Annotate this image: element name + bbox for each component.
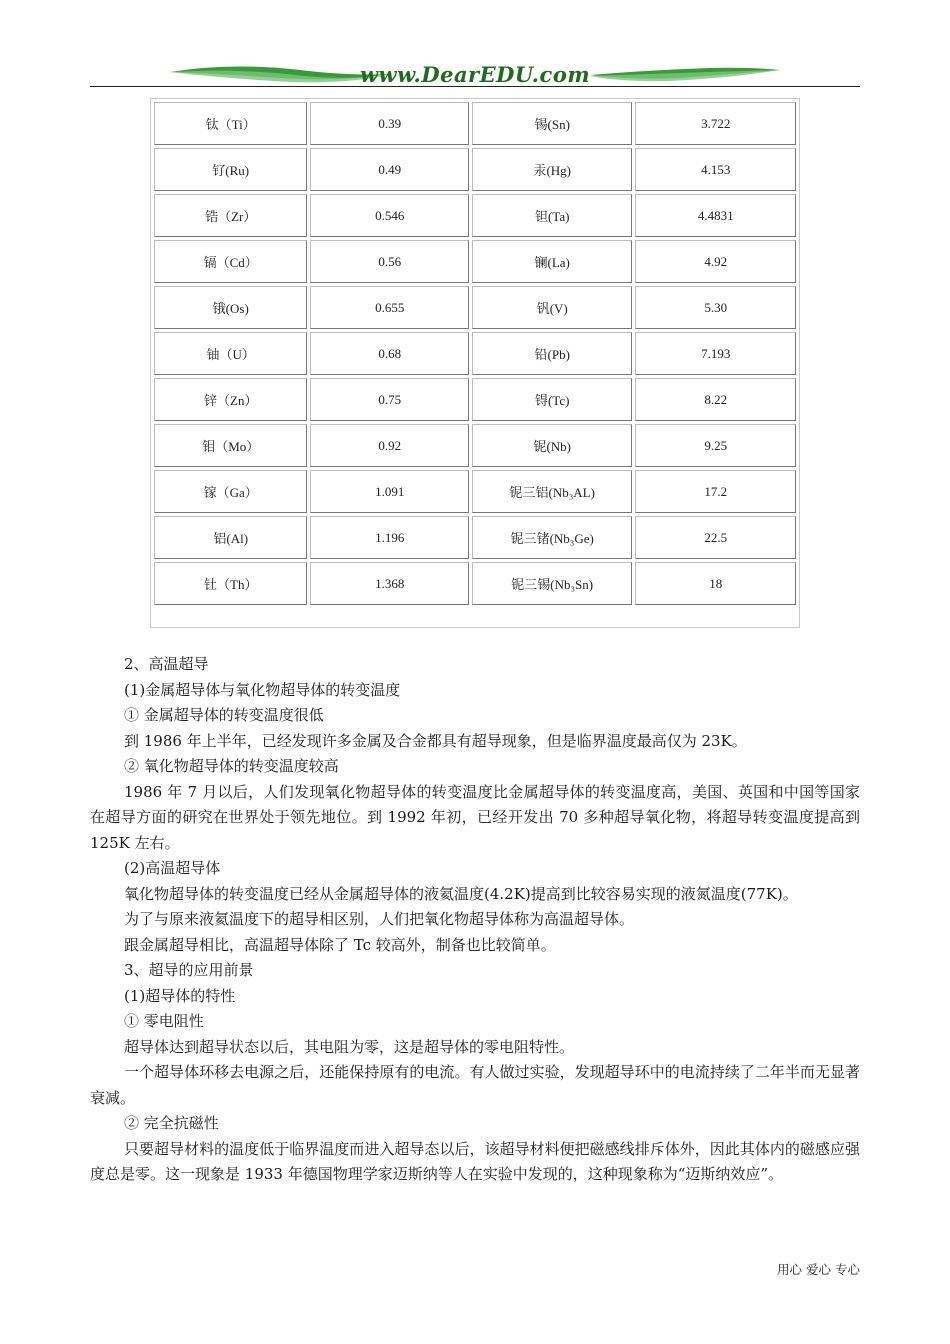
table-row bbox=[154, 286, 796, 329]
paragraph: 为了与原来液氦温度下的超导相区别，人们把氧化物超导体称为高温超导体。 bbox=[124, 910, 635, 928]
table-row bbox=[154, 102, 796, 145]
table-row bbox=[154, 562, 796, 605]
table-cell: 1.368 bbox=[310, 562, 469, 605]
table-cell: 铌三锗(Nb₃Ge) bbox=[472, 516, 633, 559]
table-cell: 17.2 bbox=[635, 470, 796, 513]
table-cell: 0.39 bbox=[310, 102, 469, 145]
paragraph: 2、高温超导 bbox=[124, 655, 209, 673]
table-cell: 4.4831 bbox=[635, 194, 796, 237]
table-cell: 4.153 bbox=[635, 148, 796, 191]
table-cell: 0.546 bbox=[310, 194, 469, 237]
article-body bbox=[90, 652, 860, 1188]
table-row bbox=[154, 194, 796, 237]
paragraph: 只要超导材料的温度低于临界温度而进入超导态以后，该超导材料便把磁感线排斥体外，因此其体内的磁感应强度总是零。这一现象是 1933 年德国物理学家迈斯纳等人在实验中发现的，这种现象称为“迈斯纳效应”。 bbox=[90, 1139, 860, 1183]
table-row bbox=[154, 240, 796, 283]
table-cell: 镉（Cd） bbox=[154, 240, 307, 283]
paragraph: 3、超导的应用前景 bbox=[124, 961, 254, 979]
paragraph: (1)超导体的特性 bbox=[124, 986, 236, 1005]
paragraph: ② 氧化物超导体的转变温度较高 bbox=[124, 757, 339, 775]
table-cell: 5.30 bbox=[635, 286, 796, 329]
table-row bbox=[154, 148, 796, 191]
table-cell: 铌三铝(Nb₃AL) bbox=[472, 470, 633, 513]
header-divider bbox=[90, 86, 860, 87]
table-row bbox=[154, 378, 796, 421]
table-cell: 锇(Os) bbox=[154, 286, 307, 329]
table-row bbox=[154, 470, 796, 513]
table-cell: 8.22 bbox=[635, 378, 796, 421]
superconductor-table bbox=[150, 98, 800, 628]
table-cell: 锆（Zr） bbox=[154, 194, 307, 237]
table-cell: 0.92 bbox=[310, 424, 469, 467]
table-row bbox=[154, 332, 796, 375]
table-cell: 0.49 bbox=[310, 148, 469, 191]
paragraph: (1)金属超导体与氧化物超导体的转变温度 bbox=[124, 680, 401, 699]
table-row bbox=[154, 516, 796, 559]
paragraph: 一个超导体环移去电源之后，还能保持原有的电流。有人做过实验，发现超导环中的电流持续了二年半而无显著衰减。 bbox=[90, 1063, 860, 1107]
table-cell: 0.75 bbox=[310, 378, 469, 421]
table-row bbox=[154, 424, 796, 467]
table-cell: 铌三锡(Nb₃Sn) bbox=[472, 562, 633, 605]
table-cell: 铌(Nb) bbox=[472, 424, 633, 467]
table-cell: 铅(Pb) bbox=[472, 332, 633, 375]
table-cell: 1.091 bbox=[310, 470, 469, 513]
table-cell: 镧(La) bbox=[472, 240, 633, 283]
table-cell: 锝(Tc) bbox=[472, 378, 633, 421]
paragraph: 氧化物超导体的转变温度已经从金属超导体的液氦温度(4.2K)提高到比较容易实现的液氮温度(77K)。 bbox=[124, 884, 798, 903]
table-cell: 铝(Al) bbox=[154, 516, 307, 559]
table-cell: 18 bbox=[635, 562, 796, 605]
table-cell: 7.193 bbox=[635, 332, 796, 375]
table-cell: 汞(Hg) bbox=[472, 148, 633, 191]
table-cell: 锡(Sn) bbox=[472, 102, 633, 145]
paragraph: 到 1986 年上半年，已经发现许多金属及合金都具有超导现象，但是临界温度最高仅为 23K。 bbox=[124, 731, 747, 750]
table-cell: 钌(Ru) bbox=[154, 148, 307, 191]
paragraph: ② 完全抗磁性 bbox=[124, 1114, 219, 1132]
table-cell: 钼（Mo） bbox=[154, 424, 307, 467]
table-cell: 钛（Ti） bbox=[154, 102, 307, 145]
paragraph: 1986 年 7 月以后，人们发现氧化物超导体的转变温度比金属超导体的转变温度高，美国、英国和中国等国家在超导方面的研究在世界处于领先地位。到 1992 年初，已经开发出 70 多种超导氧化物，将超导转变温度提高到 125K 左右。 bbox=[90, 782, 860, 852]
table-cell: 4.92 bbox=[635, 240, 796, 283]
table-cell: 1.196 bbox=[310, 516, 469, 559]
paragraph: 跟金属超导相比，高温超导体除了 Tc 较高外，制备也比较简单。 bbox=[124, 935, 556, 954]
table-cell: 镓（Ga） bbox=[154, 470, 307, 513]
table-cell: 9.25 bbox=[635, 424, 796, 467]
table-cell: 0.655 bbox=[310, 286, 469, 329]
site-name: www.DearEDU.com bbox=[359, 62, 591, 87]
transition-temperature-table bbox=[151, 99, 799, 608]
table-cell: 钍（Th） bbox=[154, 562, 307, 605]
table-cell: 3.722 bbox=[635, 102, 796, 145]
table-cell: 钒(V) bbox=[472, 286, 633, 329]
paragraph: 超导体达到超导状态以后，其电阻为零，这是超导体的零电阻特性。 bbox=[124, 1037, 575, 1056]
table-cell: 锌（Zn） bbox=[154, 378, 307, 421]
paragraph: ① 金属超导体的转变温度很低 bbox=[124, 706, 324, 724]
table-cell: 0.56 bbox=[310, 240, 469, 283]
table-cell: 钽(Ta) bbox=[472, 194, 633, 237]
paragraph: ① 零电阻性 bbox=[124, 1012, 204, 1030]
table-cell: 0.68 bbox=[310, 332, 469, 375]
table-cell: 铀（U） bbox=[154, 332, 307, 375]
footer-motto: 用心 爱心 专心 bbox=[777, 1262, 860, 1277]
table-cell: 22.5 bbox=[635, 516, 796, 559]
paragraph: (2)高温超导体 bbox=[124, 859, 221, 877]
